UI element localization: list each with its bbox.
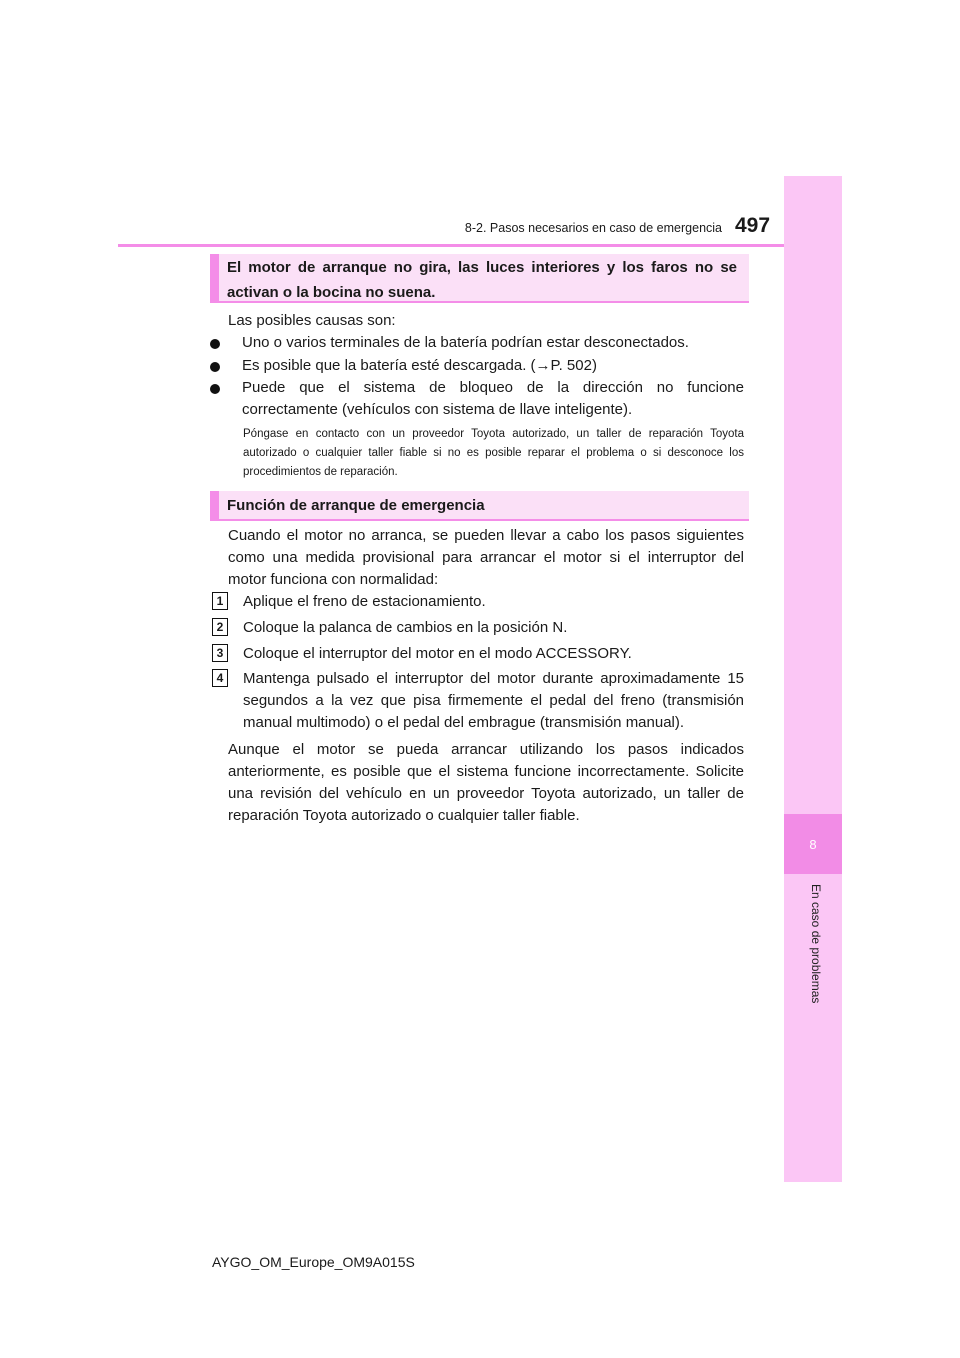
causes-intro: Las posibles causas son: (228, 312, 396, 329)
emergency-intro: Cuando el motor no arranca, se pueden llevar a cabo los pasos siguientes como una medida provisional para arrancar el motor si el interruptor del motor funciona con normalidad: (228, 527, 744, 588)
step-number-badge: 1 (212, 592, 228, 610)
header-rule (118, 244, 784, 247)
section-heading-starter: El motor de arranque no gira, las luces interiores y los faros no se activan o la bocina no suena. (210, 254, 749, 303)
step-item: 1 Aplique el freno de estacionamiento. (212, 591, 744, 613)
bullet-icon (210, 384, 220, 394)
step-number-badge: 2 (212, 618, 228, 636)
step-item: 4 Mantenga pulsado el interruptor del motor durante aproximadamente 15 segundos a la vez que pisa firmemente el pedal del freno (transmisión manual multimodo) o el pedal del embrague (transmisión manual). (212, 668, 744, 734)
contact-note: Póngase en contacto con un proveedor Toyota autorizado, un taller de reparación Toyota autorizado o cualquier taller fiable si no es posible reparar el problema o si desconoce los procedimientos de reparación. (243, 428, 744, 478)
step-number-badge: 4 (212, 669, 228, 687)
section-heading-emergency-start: Función de arranque de emergencia (210, 491, 749, 521)
step-number-badge: 3 (212, 644, 228, 662)
section-label: 8-2. Pasos necesarios en caso de emergencia (464, 221, 722, 235)
step-item: 2 Coloque la palanca de cambios en la posición N. (212, 617, 744, 639)
closing-paragraph: Aunque el motor se pueda arrancar utilizando los pasos indicados anteriormente, es posible que el sistema funcione incorrectamente. Solicite una revisión del vehículo en un proveedor Toyota autorizado, un taller de reparación Toyota autorizado o cualquier taller fiable. (228, 741, 744, 824)
list-item: Es posible que la batería esté descargada. (→P. 502) (207, 355, 744, 377)
list-item: Puede que el sistema de bloqueo de la dirección no funcione correctamente (vehículos con sistema de llave inteligente). (207, 377, 744, 421)
footer-doc-id: AYGO_OM_Europe_OM9A015S (212, 1254, 415, 1270)
bullet-icon (210, 339, 220, 349)
chapter-side-strip (784, 176, 842, 1182)
bullet-icon (210, 362, 220, 372)
list-item: Uno o varios terminales de la batería podrían estar desconectados. (207, 332, 744, 354)
chapter-title-vertical: En caso de problemas (809, 884, 823, 1004)
page-number: 497 (735, 214, 771, 237)
step-item: 3 Coloque el interruptor del motor en el modo ACCESSORY. (212, 643, 744, 665)
chapter-number-tab: 8 (784, 814, 842, 874)
